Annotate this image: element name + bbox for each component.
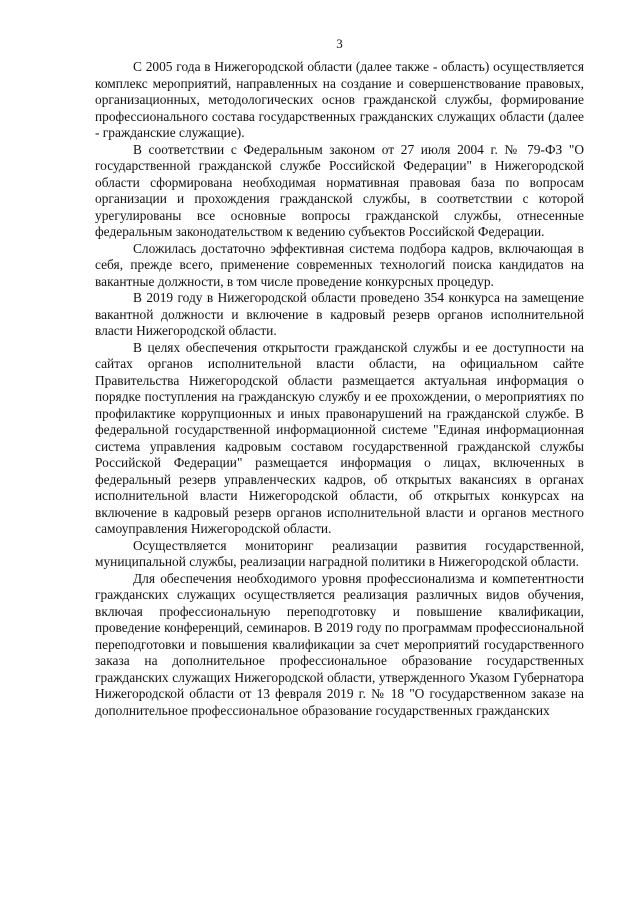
- paragraph-3: Сложилась достаточно эффективная система подбора кадров, включающая в себя, прежде всего, применение современных технологий поиска кандидатов на вакантные должности, в том числе проведение конкурсных процедур.: [95, 240, 584, 289]
- paragraph-4: В 2019 году в Нижегородской области проведено 354 конкурса на замещение вакантной должности и включение в кадровый резерв органов исполнительной власти Нижегородской области.: [95, 290, 584, 338]
- paragraph-2: В соответствии с Федеральным законом от 27 июля 2004 г. № 79-ФЗ "О государственной гражданской службе Российской Федерации" в Нижегородской области сформирована необходимая нормативная правовая база по вопросам организации и прохождения гражданской службы, в соответствии с которой урегулированы все основные вопросы гражданской службы, отнесенные федеральным законодательством к ведению субъектов Российской Федерации.: [95, 141, 584, 239]
- document-body: [95, 59, 584, 719]
- paragraph-7: Для обеспечения необходимого уровня профессионализма и компетентности гражданских служащих осуществляется реализация различных видов обучения, включая профессиональную переподготовку и повышение квалификации, проведение конференций, семинаров. В 2019 году по программам профессиональной переподготовки и повышения квалификации за счет мероприятий государственного заказа на дополнительное профессиональное образование государственных гражданских служащих Нижегородской области, утвержденного Указом Губернатора Нижегородской области от 13 февраля 2019 г. № 18 "О государственном заказе на дополнительное профессиональное образование государственных гражданских: [95, 570, 584, 718]
- paragraph-5: В целях обеспечения открытости гражданской службы и ее доступности на сайтах органов исполнительной власти области, на официальном сайте Правительства Нижегородской области размещается актуальная информация о порядке поступления на гражданскую службу и ее прохождении, о мероприятиях по профилактике коррупционных и иных правонарушений на гражданской службе. В федеральной государственной информационной системе "Единая информационная система управления кадровым составом государственной гражданской службы Российской Федерации" размещается информация о лицах, включенных в федеральный резерв управленческих кадров, об открытых вакансиях в органах исполнительной власти Нижегородской области, об открытых конкурсах на включение в кадровый резерв органов исполнительной власти и органов местного самоуправления Нижегородской области.: [95, 339, 584, 536]
- paragraph-6: Осуществляется мониторинг реализации развития государственной, муниципальной службы, реализации наградной политики в Нижегородской области.: [95, 537, 584, 569]
- paragraph-1: С 2005 года в Нижегородской области (далее также - область) осуществляется комплекс мероприятий, направленных на создание и совершенствование правовых, организационных, методологических основ гражданской службы, формирование профессионального состава государственных гражданских служащих области (далее - гражданские служащие).: [95, 59, 584, 140]
- page-number: 3: [336, 36, 343, 51]
